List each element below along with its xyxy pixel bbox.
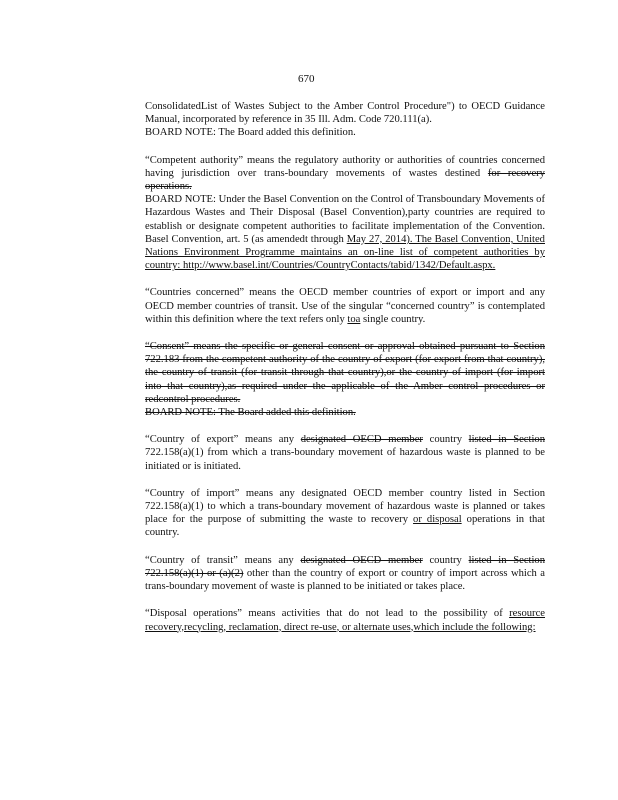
definition-text: “Competent authority” means the regulatory authority or authorities of countries concerned having jurisdiction over trans-boundary movements of wastes destined — [145, 154, 545, 179]
definition-text: 722.158(a)(1) from which a trans-boundary movement of hazardous waste is planned to be initiated or is initiated. — [145, 447, 545, 472]
underlined-text: toa — [347, 313, 361, 325]
definition-country-of-export — [145, 433, 545, 473]
struck-text: for recovery operations. — [145, 167, 545, 193]
definition-text: operations in that country. — [145, 514, 546, 539]
definition-continuation — [145, 100, 545, 140]
board-note-text: BOARD NOTE: Under the Basel Convention on the Control of Transboundary Movements of Hazardous Wastes and Their Disposal (Basel Convention),party countries are required to establish or designate competent authorities to facilitate implementation of the Convention. Basel Convention, art. 5 (as amendedt through — [145, 194, 545, 245]
definition-text: “Countries concerned” means the OECD member countries of export or import and any OECD member countries of transit. Use of the singular “concerned country” is contemplated within this definition where the text refers only — [145, 287, 545, 325]
definition-text: “Country of export” means any — [145, 434, 301, 446]
underlined-text: resource recovery,recycling, reclamation, direct re-use, or alternate uses,which include the following: — [145, 608, 545, 633]
struck-text: listed in Section — [468, 434, 545, 446]
definition-text: country — [422, 554, 469, 566]
struck-text: designated OECD member — [300, 434, 423, 446]
underlined-text: May 27, 2014). The Basel Convention, United Nations Environment Programme maintains an on-line list of competent authorities by country: http://www.basel.int/Countries/CountryContacts/tabid/1342/Default.aspx. — [145, 233, 545, 272]
underlined-text: or disposal — [413, 514, 462, 526]
struck-text: designated OECD member — [300, 554, 423, 566]
definition-text: country — [422, 434, 469, 446]
board-note: BOARD NOTE: The Board added this definition. — [145, 127, 356, 139]
page-number: 670 — [298, 73, 315, 85]
struck-text: “Consent” means the specific or general consent or approval obtained pursuant to Section 722.183 from the competent authority of the country of export (for export from that country), the country of transit (for transit through that country),or the country of import (for import into that country),as required under the applicable of the Amber control procedures or redcontrol procedures. — [145, 341, 545, 405]
definition-countries-concerned — [145, 286, 545, 326]
definition-country-of-transit — [145, 554, 545, 594]
board-note — [145, 193, 545, 272]
definition-consent — [145, 340, 545, 419]
definition-competent-authority — [145, 154, 545, 273]
definition-disposal-operations — [145, 607, 545, 633]
definition-text: “Disposal operations” means activities that do not lead to the possibility of — [145, 608, 510, 620]
struck-board-note: BOARD NOTE: The Board added this definition. — [145, 407, 356, 419]
document-body — [145, 100, 545, 634]
definition-text: “Country of import” means any designated OECD member country listed in Section 722.158(a)(1) to which a trans-boundary movement of hazardous waste is planned or takes place for the purpose of submitting the waste to recovery — [145, 487, 545, 526]
definition-text: “Country of transit” means any — [145, 554, 301, 566]
definition-text: ConsolidatedList of Wastes Subject to the Amber Control Procedure") to OECD Guidance Manual, incorporated by reference in 35 Ill. Adm. Code 720.111(a). — [145, 101, 545, 126]
definition-text: single country. — [360, 313, 426, 325]
struck-text: listed in Section 722.158(a)(1) or (a)(2) — [145, 554, 545, 579]
definition-text: other than the country of export or country of import across which a trans-boundary movement of waste is planned to be initiated or takes place. — [145, 567, 546, 593]
definition-country-of-import — [145, 487, 545, 540]
